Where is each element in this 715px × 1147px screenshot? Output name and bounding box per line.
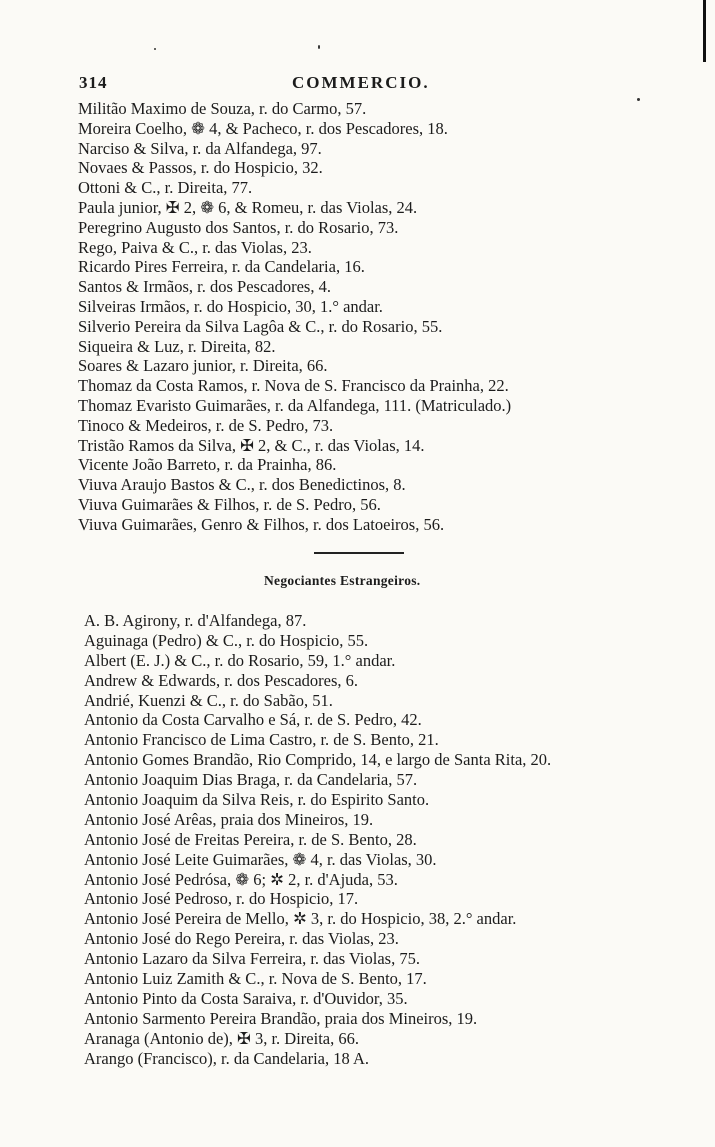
list-item: Thomaz Evaristo Guimarães, r. da Alfandega, 111. (Matriculado.) [78,395,512,415]
list-item: Antonio José do Rego Pereira, r. das Violas, 23. [84,929,399,949]
section-divider [314,552,404,554]
list-item: Tinoco & Medeiros, r. de S. Pedro, 73. [78,415,334,435]
ink-speck [318,45,320,49]
section-heading: Negociantes Estrangeiros. [264,573,421,588]
list-item: Paula junior, ✠ 2, ❁ 6, & Romeu, r. das Violas, 24. [78,197,418,217]
list-item: Rego, Paiva & C., r. das Violas, 23. [78,237,312,257]
merchant-list [78,99,688,535]
list-item: Antonio Pinto da Costa Saraiva, r. d'Ouvidor, 35. [84,988,408,1008]
list-item: Narciso & Silva, r. da Alfandega, 97. [78,138,322,158]
list-item: Viuva Araujo Bastos & C., r. dos Benedictinos, 8. [78,475,406,495]
page-title: COMMERCIO. [292,73,430,92]
list-item: Siqueira & Luz, r. Direita, 82. [78,336,276,356]
list-item: Thomaz da Costa Ramos, r. Nova de S. Francisco da Prainha, 22. [78,376,509,396]
list-item: Antonio José Pedroso, r. do Hospicio, 17. [84,889,359,909]
list-item: Antonio da Costa Carvalho e Sá, r. de S. Pedro, 42. [84,710,422,730]
list-item: Moreira Coelho, ❁ 4, & Pacheco, r. dos Pescadores, 18. [78,118,448,138]
list-item: Albert (E. J.) & C., r. do Rosario, 59, 1.° andar. [84,650,396,670]
list-item: Santos & Irmãos, r. dos Pescadores, 4. [78,277,331,297]
foreign-merchant-list [84,611,694,1068]
list-item: Antonio José Pedrósa, ❁ 6; ✲ 2, r. d'Ajuda, 53. [84,869,398,889]
ink-speck [154,48,156,50]
margin-mark [703,0,706,62]
list-item: Silveiras Irmãos, r. do Hospicio, 30, 1.° andar. [78,296,383,316]
list-item: Antonio Joaquim da Silva Reis, r. do Espirito Santo. [84,790,430,810]
list-item: Andrew & Edwards, r. dos Pescadores, 6. [84,670,359,690]
list-item: A. B. Agirony, r. d'Alfandega, 87. [84,611,307,630]
list-item: Antonio Luiz Zamith & C., r. Nova de S. Bento, 17. [84,969,427,989]
list-item: Aranaga (Antonio de), ✠ 3, r. Direita, 66. [84,1028,359,1048]
list-item: Tristão Ramos da Silva, ✠ 2, & C., r. das Violas, 14. [78,435,425,455]
page-number: 314 [79,73,108,92]
list-item: Antonio Sarmento Pereira Brandão, praia dos Mineiros, 19. [84,1008,478,1028]
list-item: Antonio Gomes Brandão, Rio Comprido, 14, e largo de Santa Rita, 20. [84,750,552,770]
list-item: Viuva Guimarães, Genro & Filhos, r. dos Latoeiros, 56. [78,514,445,534]
list-item: Antonio Lazaro da Silva Ferreira, r. das Violas, 75. [84,949,420,969]
running-header [79,73,444,97]
list-item: Soares & Lazaro junior, r. Direita, 66. [78,356,328,376]
list-item: Antonio José Arêas, praia dos Mineiros, 19. [84,809,374,829]
list-item: Antonio José de Freitas Pereira, r. de S. Bento, 28. [84,829,417,849]
list-item: Andrié, Kuenzi & C., r. do Sabão, 51. [84,690,333,710]
list-item: Antonio José Pereira de Mello, ✲ 3, r. do Hospicio, 38, 2.° andar. [84,909,517,929]
list-item: Antonio Joaquim Dias Braga, r. da Candelaria, 57. [84,770,418,790]
list-item: Novaes & Passos, r. do Hospicio, 32. [78,158,323,178]
list-item: Silverio Pereira da Silva Lagôa & C., r. do Rosario, 55. [78,316,443,336]
list-item: Antonio Francisco de Lima Castro, r. de S. Bento, 21. [84,730,439,750]
list-item: Arango (Francisco), r. da Candelaria, 18 A. [84,1048,369,1068]
list-item: Vicente João Barreto, r. da Prainha, 86. [78,455,337,475]
list-item: Aguinaga (Pedro) & C., r. do Hospicio, 55. [84,630,369,650]
list-item: Peregrino Augusto dos Santos, r. do Rosario, 73. [78,217,399,237]
list-item: Militão Maximo de Souza, r. do Carmo, 57. [78,99,367,118]
list-item: Ricardo Pires Ferreira, r. da Candelaria, 16. [78,257,365,277]
list-item: Antonio José Leite Guimarães, ❁ 4, r. das Violas, 30. [84,849,437,869]
list-item: Ottoni & C., r. Direita, 77. [78,178,253,198]
list-item: Viuva Guimarães & Filhos, r. de S. Pedro, 56. [78,494,381,514]
